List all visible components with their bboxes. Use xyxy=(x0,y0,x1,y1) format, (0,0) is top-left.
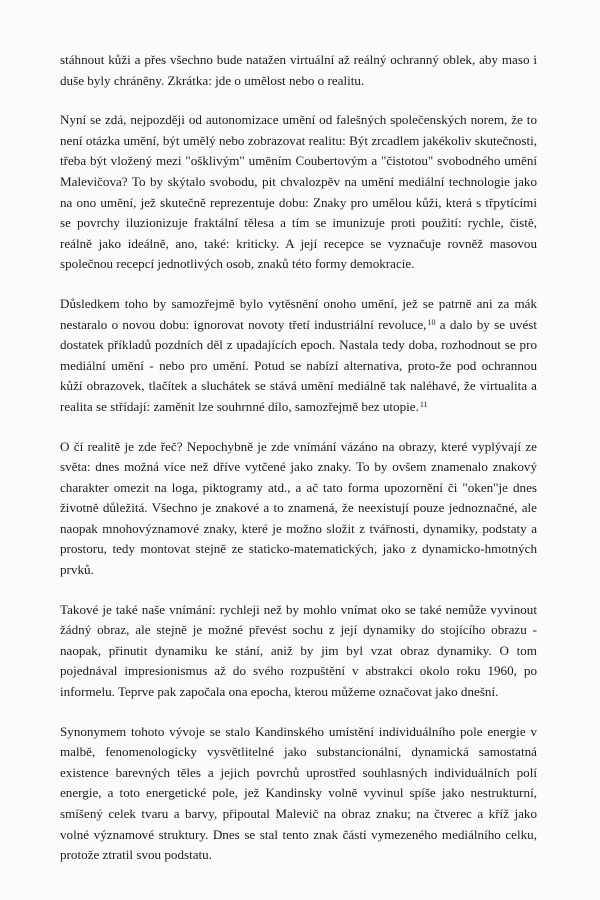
paragraph-4 xyxy=(60,437,537,581)
footnote-ref-11: 11 xyxy=(419,399,428,409)
footnote-ref-10: 10 xyxy=(427,317,436,327)
paragraph-6 xyxy=(60,722,537,866)
paragraph-1-text: stáhnout kůži a přes všechno bude natažen virtuální až reálný ochranný oblek, aby maso i duše byly chráněny. Zkrátka: jde o umělost nebo o realitu. xyxy=(60,52,537,88)
paragraph-4-text: O čí realitě je zde řeč? Nepochybně je zde vnímání vázáno na obrazy, které vyplývají ze světa: dnes možná více než dříve vytčené jako znaky. To by ovšem znamenalo znakový charakter omezit na loga, piktogramy atd., a ač tato forma upozornění či "oken"je dnes životně důležitá. Všechno je znakové a to znamená, že neexistují pouze jednoznačné, ale naopak mnohovýznamové znaky, které je možno složit z tvářnosti, dynamiky, podstaty a prostoru, tedy montovat stejně ze staticko-matematických, jako z dynamicko-hmotných prvků. xyxy=(60,438,537,578)
paragraph-1 xyxy=(60,50,537,91)
paragraph-6-text: Synonymem tohoto vývoje se stalo Kandinského umístění individuálního pole energie v malbě, fenomenologicky vysvětlitelné jako substancionální, dynamická samostatná existence barevných těles a jejich povrchů uprostřed souhlasných individuálních polí energie, a toto energetické pole, jež Kandinsky volně vyvinul spíše jako nestrukturní, smíšený celek tvaru a barvy, připoutal Malevič na obraz znaku; na čtverec a kříž jako volné významové struktury. Dnes se stal tento znak částí vymezeného mediálního celku, protože ztratil svou podstatu. xyxy=(60,723,537,863)
paragraph-3-text: Důsledkem toho by samozřejmě bylo vytěsnění onoho umění, jež se patrně ani za mák nestaralo o novou dobu: ignorovat novoty třetí industriální revoluce, xyxy=(60,295,537,332)
paragraph-2-text: Nyní se zdá, nejpozději od autonomizace umění od falešných společenských norem, že to není otázka umění, být umělý nebo zobrazovat realitu: Být zrcadlem jakékoliv skutečnosti, třeba být vložený mezi "ošklivým" uměním Coubertovým a "čistotou" svobodného umění Malevičova? To by skýtalo svobodu, pit chvalozpěv na umění mediální technologie jako na ono umění, jež skutečně reprezentuje dobu: Znaky pro umělou kůži, která s třpytícími se povrchy iluzionizuje fraktální tělesa a tím se imunizuje proti použití: rychle, čistě, reálně jako ideálně, ano, také: kriticky. A její recepce se vyznačuje rovněž masovou společnou recepcí jednotlivých osob, znaků této formy demokracie. xyxy=(60,112,537,272)
paragraph-5-text: Takové je také naše vnímání: rychleji než by mohlo vnímat oko se také nemůže vyvinout žádný obraz, ale stejně je možné převést sochu z její dynamiky do stojícího obrazu - naopak, přinutit dynamiku ke stání, aniž by jim byl vzat obraz dynamiky. O tom pojednával impresionismus až do svého rozpuštění v abstrakci okolo roku 1960, po informelu. Teprve pak započala ona epocha, kterou můžeme označovat jako dnešní. xyxy=(60,601,537,700)
paragraph-3-text-continued: a dalo by se uvést dostatek příkladů pozdních děl z upadajících epoch. Nastala tedy doba, rozhodnout se pro mediální umění - nebo pro umění. Potud se nabízí alternativa, proto-že pod ochrannou kůží obrazovek, tlačítek a sluchátek se stává umění mediálně tak naléhavé, že virtualita a realita se střídají: zaměnit lze souhrnné dílo, samozřejmě bez utopie. xyxy=(60,316,537,414)
paragraph-3 xyxy=(60,294,537,418)
paragraph-2 xyxy=(60,110,537,275)
paragraph-5 xyxy=(60,600,537,703)
document-page xyxy=(60,50,537,885)
